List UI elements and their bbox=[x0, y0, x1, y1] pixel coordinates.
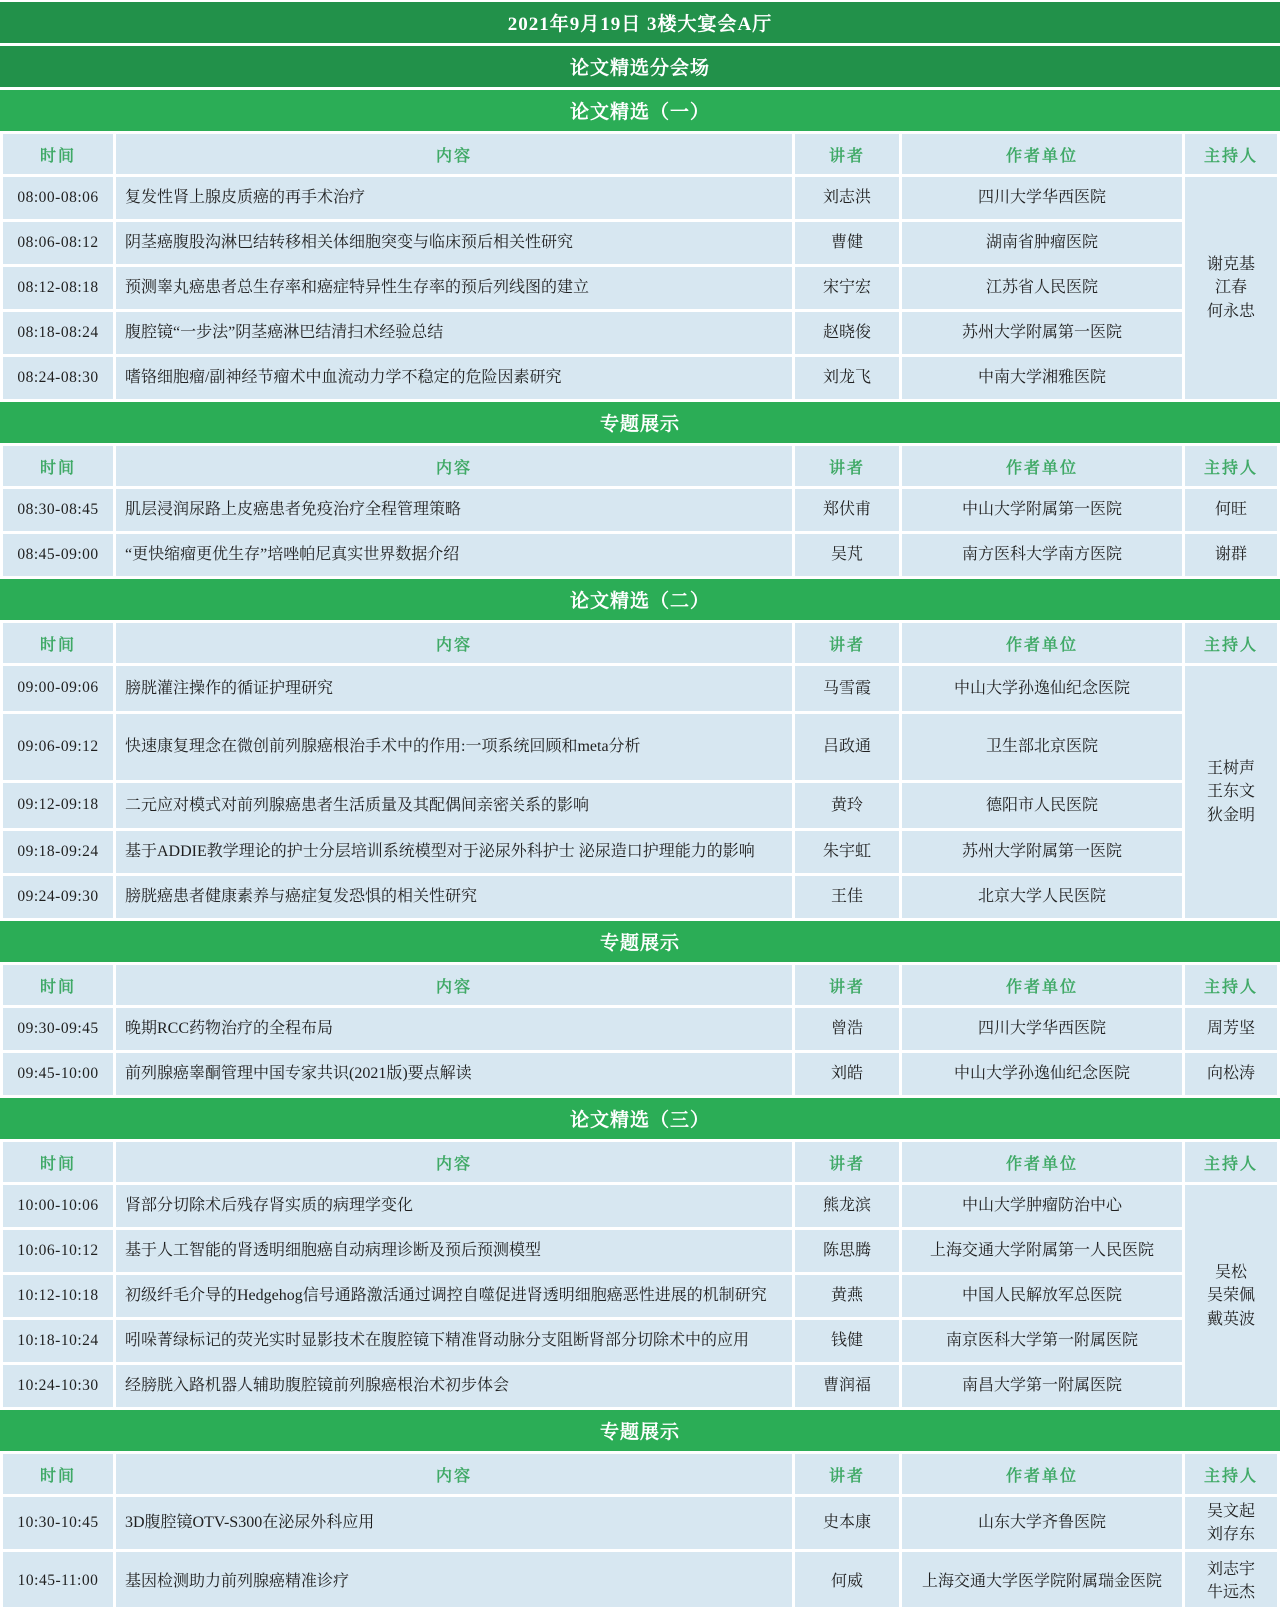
time-cell: 09:18-09:24 bbox=[3, 831, 113, 873]
affiliation-cell: 南京医科大学第一附属医院 bbox=[902, 1320, 1182, 1362]
affiliation-cell: 上海交通大学医学院附属瑞金医院 bbox=[902, 1552, 1182, 1607]
content-cell: 阴茎癌腹股沟淋巴结转移相关体细胞突变与临床预后相关性研究 bbox=[116, 222, 792, 264]
session-row bbox=[3, 1275, 1182, 1317]
affiliation-cell: 苏州大学附属第一医院 bbox=[902, 312, 1182, 354]
affiliation-cell: 南方医科大学南方医院 bbox=[902, 534, 1182, 576]
column-header-affiliation: 作者单位 bbox=[902, 965, 1182, 1005]
affiliation-cell: 中山大学肿瘤防治中心 bbox=[902, 1185, 1182, 1227]
moderator-cell bbox=[1185, 1008, 1277, 1050]
affiliation-cell: 四川大学华西医院 bbox=[902, 1008, 1182, 1050]
column-header-moderator: 主持人 bbox=[1185, 623, 1277, 663]
column-header-speaker: 讲者 bbox=[795, 965, 899, 1005]
section-table bbox=[0, 623, 1280, 918]
session-row bbox=[3, 1320, 1182, 1362]
time-cell: 10:00-10:06 bbox=[3, 1185, 113, 1227]
section-table bbox=[0, 1142, 1280, 1407]
session-row bbox=[3, 489, 1277, 531]
affiliation-cell: 湖南省肿瘤医院 bbox=[902, 222, 1182, 264]
session-row bbox=[3, 312, 1182, 354]
column-header-moderator: 主持人 bbox=[1185, 1142, 1277, 1182]
moderator-name: 吴松 bbox=[1214, 1264, 1247, 1282]
speaker-cell: 王佳 bbox=[795, 876, 899, 918]
moderator-name: 向松涛 bbox=[1206, 1065, 1255, 1083]
moderator-name: 谢克基 bbox=[1206, 256, 1255, 274]
content-cell: 基因检测助力前列腺癌精准诊疗 bbox=[116, 1552, 792, 1607]
content-cell: 3D腹腔镜OTV-S300在泌尿外科应用 bbox=[116, 1497, 792, 1549]
subvenue-bar bbox=[0, 46, 1280, 87]
content-cell: 预测睾丸癌患者总生存率和癌症特异性生存率的预后列线图的建立 bbox=[116, 267, 792, 309]
speaker-cell: 黄玲 bbox=[795, 783, 899, 828]
moderator-names bbox=[1215, 498, 1247, 521]
time-cell: 09:12-09:18 bbox=[3, 783, 113, 828]
moderator-cell bbox=[1185, 177, 1277, 399]
session-row bbox=[3, 357, 1182, 399]
column-header-content: 内容 bbox=[116, 1142, 792, 1182]
column-header-row bbox=[3, 134, 1277, 174]
affiliation-cell: 中南大学湘雅医院 bbox=[902, 357, 1182, 399]
session-row bbox=[3, 222, 1182, 264]
column-header-content: 内容 bbox=[116, 446, 792, 486]
section-heading-bar: 专题展示 bbox=[0, 1410, 1280, 1451]
moderator-name: 周芳坚 bbox=[1206, 1020, 1255, 1038]
column-header-speaker: 讲者 bbox=[795, 446, 899, 486]
moderator-cell bbox=[1185, 489, 1277, 531]
session-rows bbox=[3, 666, 1182, 918]
affiliation-cell: 中山大学孙逸仙纪念医院 bbox=[902, 1053, 1182, 1095]
speaker-cell: 曹润福 bbox=[795, 1365, 899, 1407]
column-header-speaker: 讲者 bbox=[795, 1454, 899, 1494]
column-header-moderator: 主持人 bbox=[1185, 134, 1277, 174]
column-header-speaker: 讲者 bbox=[795, 623, 899, 663]
speaker-cell: 何威 bbox=[795, 1552, 899, 1607]
content-cell: 肌层浸润尿路上皮癌患者免疫治疗全程管理策略 bbox=[116, 489, 792, 531]
session-row bbox=[3, 534, 1277, 576]
column-header-moderator: 主持人 bbox=[1185, 1454, 1277, 1494]
column-header-row bbox=[3, 1454, 1277, 1494]
session-row bbox=[3, 1552, 1277, 1607]
content-cell: 基于ADDIE教学理论的护士分层培训系统模型对于泌尿外科护士 泌尿造口护理能力的影响 bbox=[116, 831, 792, 873]
moderator-names bbox=[1207, 253, 1255, 323]
time-cell: 10:18-10:24 bbox=[3, 1320, 113, 1362]
content-cell: 嗜铬细胞瘤/副神经节瘤术中血流动力学不稳定的危险因素研究 bbox=[116, 357, 792, 399]
affiliation-cell: 南昌大学第一附属医院 bbox=[902, 1365, 1182, 1407]
moderator-names bbox=[1207, 1017, 1255, 1040]
session-row bbox=[3, 1497, 1277, 1549]
moderator-name: 何永忠 bbox=[1206, 302, 1255, 320]
section-heading-bar: 专题展示 bbox=[0, 402, 1280, 443]
moderator-name: 吴文起 bbox=[1206, 1503, 1255, 1520]
time-cell: 10:06-10:12 bbox=[3, 1230, 113, 1272]
speaker-cell: 朱宇虹 bbox=[795, 831, 899, 873]
column-header-time: 时间 bbox=[3, 1454, 113, 1494]
column-header-time: 时间 bbox=[3, 965, 113, 1005]
column-header-row bbox=[3, 1142, 1277, 1182]
content-cell: 腹腔镜“一步法”阴茎癌淋巴结清扫术经验总结 bbox=[116, 312, 792, 354]
column-header-affiliation: 作者单位 bbox=[902, 134, 1182, 174]
moderator-cell bbox=[1185, 1552, 1277, 1607]
column-header-content: 内容 bbox=[116, 965, 792, 1005]
affiliation-cell: 江苏省人民医院 bbox=[902, 267, 1182, 309]
moderator-cell bbox=[1185, 666, 1277, 918]
time-cell: 08:12-08:18 bbox=[3, 267, 113, 309]
content-cell: 二元应对模式对前列腺癌患者生活质量及其配偶间亲密关系的影响 bbox=[116, 783, 792, 828]
affiliation-cell: 山东大学齐鲁医院 bbox=[902, 1497, 1182, 1549]
column-header-row bbox=[3, 623, 1277, 663]
content-cell: 吲哚菁绿标记的荧光实时显影技术在腹腔镜下精准肾动脉分支阻断肾部分切除术中的应用 bbox=[116, 1320, 792, 1362]
session-rows bbox=[3, 1185, 1182, 1407]
affiliation-cell: 北京大学人民医院 bbox=[902, 876, 1182, 918]
session-row bbox=[3, 1008, 1277, 1050]
time-cell: 08:30-08:45 bbox=[3, 489, 113, 531]
speaker-cell: 赵晓俊 bbox=[795, 312, 899, 354]
moderator-cell bbox=[1185, 1497, 1277, 1549]
speaker-cell: 刘志洪 bbox=[795, 177, 899, 219]
speaker-cell: 吴芃 bbox=[795, 534, 899, 576]
column-header-moderator: 主持人 bbox=[1185, 446, 1277, 486]
speaker-cell: 曹健 bbox=[795, 222, 899, 264]
speaker-cell: 刘龙飞 bbox=[795, 357, 899, 399]
moderator-cell bbox=[1185, 1185, 1277, 1407]
column-header-time: 时间 bbox=[3, 134, 113, 174]
moderator-cell bbox=[1185, 1053, 1277, 1095]
moderator-name: 吴荣佩 bbox=[1206, 1287, 1255, 1305]
column-header-time: 时间 bbox=[3, 623, 113, 663]
section-heading-bar: 论文精选（三） bbox=[0, 1098, 1280, 1139]
content-cell: 肾部分切除术后残存肾实质的病理学变化 bbox=[116, 1185, 792, 1227]
speaker-cell: 熊龙滨 bbox=[795, 1185, 899, 1227]
affiliation-cell: 中山大学附属第一医院 bbox=[902, 489, 1182, 531]
subvenue-title: 论文精选分会场 bbox=[569, 58, 710, 79]
affiliation-cell: 苏州大学附属第一医院 bbox=[902, 831, 1182, 873]
time-cell: 08:06-08:12 bbox=[3, 222, 113, 264]
time-cell: 08:45-09:00 bbox=[3, 534, 113, 576]
column-header-content: 内容 bbox=[116, 134, 792, 174]
session-row bbox=[3, 714, 1182, 780]
moderator-names bbox=[1207, 1500, 1255, 1546]
moderator-name: 戴英波 bbox=[1206, 1310, 1255, 1328]
time-cell: 09:06-09:12 bbox=[3, 714, 113, 780]
column-header-content: 内容 bbox=[116, 1454, 792, 1494]
moderator-name: 王树声 bbox=[1206, 760, 1255, 778]
time-cell: 09:45-10:00 bbox=[3, 1053, 113, 1095]
moderator-name: 谢群 bbox=[1214, 546, 1247, 564]
speaker-cell: 郑伏甫 bbox=[795, 489, 899, 531]
time-cell: 09:24-09:30 bbox=[3, 876, 113, 918]
speaker-cell: 马雪霞 bbox=[795, 666, 899, 711]
moderator-name: 江春 bbox=[1214, 279, 1247, 297]
session-rows bbox=[3, 177, 1182, 399]
content-cell: 晚期RCC药物治疗的全程布局 bbox=[116, 1008, 792, 1050]
moderator-name: 牛远杰 bbox=[1206, 1584, 1255, 1602]
time-cell: 09:30-09:45 bbox=[3, 1008, 113, 1050]
section-heading-bar: 专题展示 bbox=[0, 921, 1280, 962]
moderator-name: 刘存东 bbox=[1206, 1526, 1255, 1544]
speaker-cell: 刘皓 bbox=[795, 1053, 899, 1095]
moderator-names bbox=[1215, 543, 1247, 566]
time-cell: 08:18-08:24 bbox=[3, 312, 113, 354]
content-cell: 快速康复理念在微创前列腺癌根治手术中的作用:一项系统回顾和meta分析 bbox=[116, 714, 792, 780]
session-rows-with-merged-moderator bbox=[3, 177, 1277, 399]
column-header-row bbox=[3, 446, 1277, 486]
section-heading-bar: 论文精选（一） bbox=[0, 90, 1280, 131]
session-row bbox=[3, 1053, 1277, 1095]
content-cell: 膀胱灌注操作的循证护理研究 bbox=[116, 666, 792, 711]
speaker-cell: 黄燕 bbox=[795, 1275, 899, 1317]
speaker-cell: 陈思腾 bbox=[795, 1230, 899, 1272]
session-row bbox=[3, 1365, 1182, 1407]
column-header-speaker: 讲者 bbox=[795, 134, 899, 174]
column-header-speaker: 讲者 bbox=[795, 1142, 899, 1182]
affiliation-cell: 中国人民解放军总医院 bbox=[902, 1275, 1182, 1317]
time-cell: 08:00-08:06 bbox=[3, 177, 113, 219]
column-header-time: 时间 bbox=[3, 446, 113, 486]
moderator-name: 王东文 bbox=[1206, 783, 1255, 801]
session-row bbox=[3, 1185, 1182, 1227]
moderator-name: 狄金明 bbox=[1206, 806, 1255, 824]
session-row bbox=[3, 831, 1182, 873]
column-header-moderator: 主持人 bbox=[1185, 965, 1277, 1005]
session-row bbox=[3, 177, 1182, 219]
affiliation-cell: 中山大学孙逸仙纪念医院 bbox=[902, 666, 1182, 711]
session-row bbox=[3, 666, 1182, 711]
session-rows-with-merged-moderator bbox=[3, 1185, 1277, 1407]
section-table bbox=[0, 446, 1280, 576]
moderator-names bbox=[1207, 757, 1255, 827]
moderator-name: 何旺 bbox=[1214, 501, 1247, 519]
column-header-affiliation: 作者单位 bbox=[902, 1142, 1182, 1182]
time-cell: 10:24-10:30 bbox=[3, 1365, 113, 1407]
content-cell: 初级纤毛介导的Hedgehog信号通路激活通过调控自噬促进肾透明细胞癌恶性进展的机制研究 bbox=[116, 1275, 792, 1317]
session-row bbox=[3, 783, 1182, 828]
section-table bbox=[0, 1454, 1280, 1607]
speaker-cell: 钱健 bbox=[795, 1320, 899, 1362]
affiliation-cell: 上海交通大学附属第一人民医院 bbox=[902, 1230, 1182, 1272]
speaker-cell: 史本康 bbox=[795, 1497, 899, 1549]
session-row bbox=[3, 1230, 1182, 1272]
content-cell: 前列腺癌睾酮管理中国专家共识(2021版)要点解读 bbox=[116, 1053, 792, 1095]
affiliation-cell: 卫生部北京医院 bbox=[902, 714, 1182, 780]
section-table bbox=[0, 134, 1280, 399]
column-header-affiliation: 作者单位 bbox=[902, 623, 1182, 663]
affiliation-cell: 四川大学华西医院 bbox=[902, 177, 1182, 219]
speaker-cell: 吕政通 bbox=[795, 714, 899, 780]
column-header-row bbox=[3, 965, 1277, 1005]
sections-container bbox=[0, 90, 1280, 1607]
moderator-name: 刘志宇 bbox=[1206, 1561, 1255, 1579]
content-cell: 经膀胱入路机器人辅助腹腔镜前列腺癌根治术初步体会 bbox=[116, 1365, 792, 1407]
speaker-cell: 宋宁宏 bbox=[795, 267, 899, 309]
moderator-cell bbox=[1185, 534, 1277, 576]
time-cell: 10:12-10:18 bbox=[3, 1275, 113, 1317]
session-row bbox=[3, 876, 1182, 918]
time-cell: 09:00-09:06 bbox=[3, 666, 113, 711]
moderator-names bbox=[1207, 1261, 1255, 1331]
date-venue-bar bbox=[0, 2, 1280, 43]
session-row bbox=[3, 267, 1182, 309]
date-venue-title: 2021年9月19日 3楼大宴会A厅 bbox=[507, 14, 773, 35]
moderator-names bbox=[1207, 1062, 1255, 1085]
content-cell: 膀胱癌患者健康素养与癌症复发恐惧的相关性研究 bbox=[116, 876, 792, 918]
content-cell: “更快缩瘤更优生存”培唑帕尼真实世界数据介绍 bbox=[116, 534, 792, 576]
section-heading-bar: 论文精选（二） bbox=[0, 579, 1280, 620]
moderator-names bbox=[1207, 1558, 1255, 1604]
time-cell: 08:24-08:30 bbox=[3, 357, 113, 399]
session-rows-with-merged-moderator bbox=[3, 666, 1277, 918]
column-header-content: 内容 bbox=[116, 623, 792, 663]
speaker-cell: 曾浩 bbox=[795, 1008, 899, 1050]
time-cell: 10:45-11:00 bbox=[3, 1552, 113, 1607]
column-header-affiliation: 作者单位 bbox=[902, 1454, 1182, 1494]
content-cell: 复发性肾上腺皮质癌的再手术治疗 bbox=[116, 177, 792, 219]
content-cell: 基于人工智能的肾透明细胞癌自动病理诊断及预后预测模型 bbox=[116, 1230, 792, 1272]
column-header-affiliation: 作者单位 bbox=[902, 446, 1182, 486]
column-header-time: 时间 bbox=[3, 1142, 113, 1182]
time-cell: 10:30-10:45 bbox=[3, 1497, 113, 1549]
section-table bbox=[0, 965, 1280, 1095]
affiliation-cell: 德阳市人民医院 bbox=[902, 783, 1182, 828]
